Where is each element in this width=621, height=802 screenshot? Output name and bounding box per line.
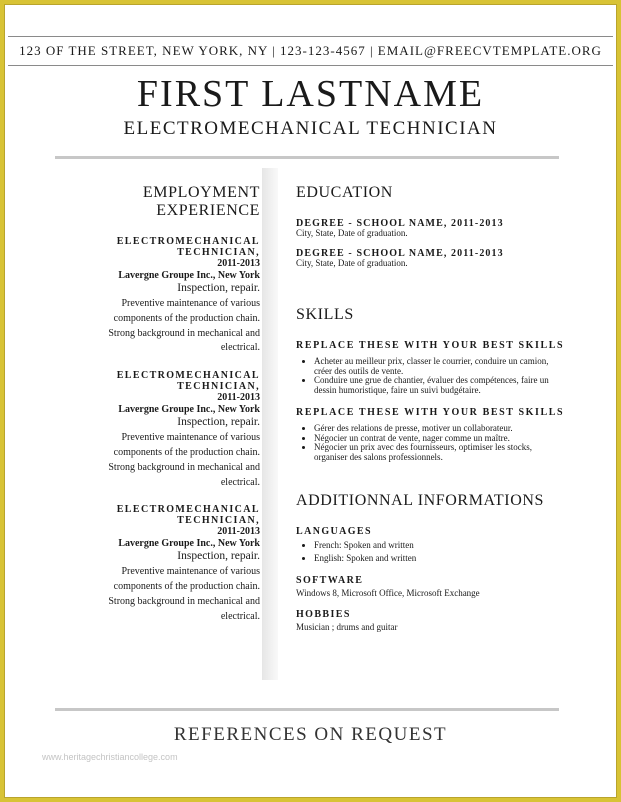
- skill-group-heading: REPLACE THESE WITH YOUR BEST SKILLS: [296, 407, 565, 418]
- job-desc-line: Strong background in mechanical and: [108, 595, 260, 607]
- job-task: Inspection, repair.: [177, 550, 260, 563]
- job-task: Inspection, repair.: [177, 282, 260, 294]
- references-line: REFERENCES ON REQUEST: [173, 724, 448, 745]
- skill-item: • Acheter au meilleur prix, classer le courrier, conduire un camion, créer des outils de vente.: [314, 357, 566, 376]
- job-title: ELECTROMECHANICAL: [116, 370, 260, 382]
- job-title: TECHNICIAN,: [177, 515, 260, 527]
- job-task: Inspection, repair.: [177, 416, 260, 429]
- skill-list: [296, 424, 566, 462]
- contact-line: 123 OF THE STREET, NEW YORK, NY | 123-123-4567 | EMAIL@FREECVTEMPLATE.ORG: [8, 36, 613, 66]
- bottom-divider: [55, 708, 559, 711]
- job-entry: [70, 370, 260, 490]
- education-title: EDUCATION: [296, 184, 393, 201]
- job-dates: 2011-2013: [217, 392, 260, 404]
- job-company: Lavergne Groupe Inc., New York: [118, 538, 260, 550]
- degree-location: City, State, Date of graduation.: [296, 258, 408, 268]
- job-desc-line: Strong background in mechanical and: [108, 461, 260, 473]
- job-title: ELECTROMECHANICAL: [116, 236, 260, 247]
- job-description: [70, 565, 260, 624]
- employment-section: [70, 184, 260, 639]
- education-entry: [296, 248, 566, 268]
- job-desc-line: Preventive maintenance of various: [121, 298, 260, 309]
- job-title: ELECTROMECHANICAL: [116, 504, 260, 516]
- job-desc-line: components of the production chain.: [113, 312, 260, 324]
- right-column: [296, 184, 566, 643]
- language-item: • French: Spoken and written: [314, 539, 566, 552]
- job-desc-line: electrical.: [220, 342, 260, 354]
- job-desc-line: components of the production chain.: [113, 581, 260, 593]
- degree-line: DEGREE - SCHOOL NAME, 2011-2013: [296, 248, 504, 259]
- skill-item: • Gérer des relations de presse, motiver un collaborateur.: [314, 424, 566, 434]
- watermark: www.heritagechristiancollege.com: [42, 752, 178, 762]
- job-title: TECHNICIAN,: [177, 247, 260, 258]
- degree-location: City, State, Date of graduation.: [296, 228, 408, 238]
- job-desc-line: Preventive maintenance of various: [121, 566, 260, 578]
- job-desc-line: electrical.: [220, 476, 260, 488]
- education-entry: [296, 218, 566, 238]
- column-shadow: [262, 168, 278, 680]
- language-item: • English: Spoken and written: [314, 552, 566, 565]
- job-title: TECHNICIAN,: [177, 381, 260, 393]
- software-text: Windows 8, Microsoft Office, Microsoft Exchange: [296, 588, 480, 598]
- job-company: Lavergne Groupe Inc., New York: [118, 270, 260, 281]
- employment-title: EMPLOYMENT EXPERIENCE: [142, 184, 260, 219]
- job-desc-line: electrical.: [220, 610, 260, 622]
- degree-line: DEGREE - SCHOOL NAME, 2011-2013: [296, 218, 504, 229]
- hobbies-text: Musician ; drums and guitar: [296, 622, 398, 632]
- job-dates: 2011-2013: [217, 258, 260, 269]
- job-description: [70, 297, 260, 356]
- job-desc-line: Strong background in mechanical and: [108, 327, 260, 339]
- candidate-role: ELECTROMECHANICAL TECHNICIAN: [123, 118, 498, 139]
- candidate-name: FIRST LASTNAME: [136, 73, 485, 115]
- skill-item: • Négocier un prix avec des fournisseurs, optimiser les stocks, organiser des salons professionnels.: [314, 443, 566, 462]
- job-description: [70, 431, 260, 490]
- top-divider: [55, 156, 559, 159]
- languages-list: [296, 539, 566, 565]
- job-desc-line: Preventive maintenance of various: [121, 432, 260, 444]
- software-heading: SOFTWARE: [296, 575, 364, 586]
- skill-list: [296, 357, 566, 395]
- job-dates: 2011-2013: [217, 526, 260, 538]
- skill-item: • Conduire une grue de chantier, évaluer des compétences, faire un dessin humoristique, faire un suivi budgétaire.: [314, 376, 566, 395]
- skill-group-heading: REPLACE THESE WITH YOUR BEST SKILLS: [296, 340, 565, 351]
- languages-heading: LANGUAGES: [296, 526, 372, 537]
- job-desc-line: components of the production chain.: [113, 446, 260, 458]
- skill-item: • Négocier un contrat de vente, nager comme un maître.: [314, 434, 566, 444]
- additional-info-title: ADDITIONNAL INFORMATIONS: [296, 492, 545, 509]
- job-entry: [70, 504, 260, 624]
- job-entry: [70, 236, 260, 356]
- skills-title: SKILLS: [296, 306, 354, 323]
- hobbies-heading: HOBBIES: [296, 609, 351, 620]
- job-company: Lavergne Groupe Inc., New York: [118, 404, 260, 416]
